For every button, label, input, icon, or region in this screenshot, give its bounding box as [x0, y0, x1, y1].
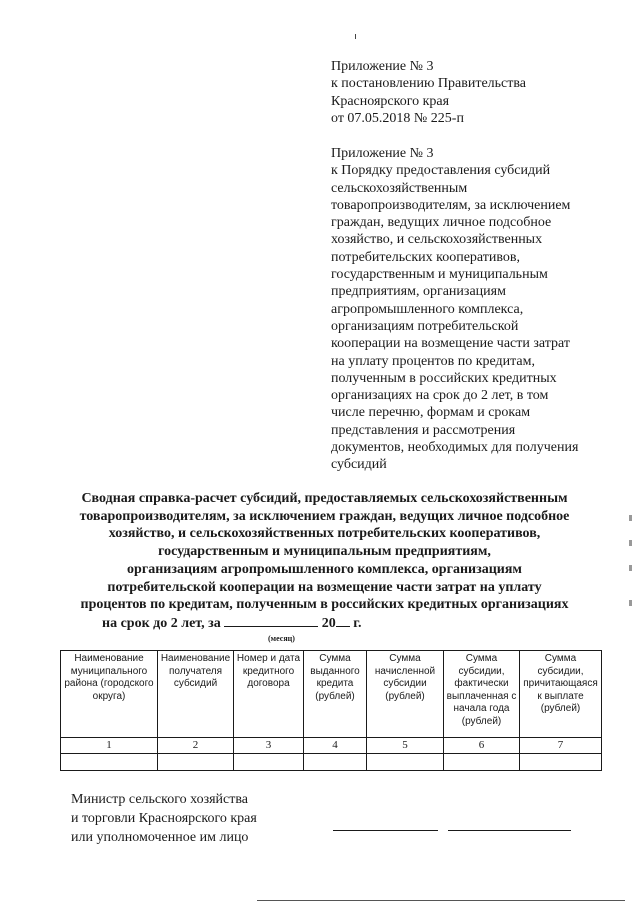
title-line: потребительской кооперации на возмещение части затрат на уплату	[107, 579, 542, 595]
header-contract: Номер и дата кредитного договора	[234, 651, 304, 738]
year-blank-field[interactable]	[336, 614, 350, 627]
column-number: 6	[444, 738, 520, 754]
title-line: хозяйство, и сельскохозяйственных потребительских кооперативов,	[108, 526, 541, 542]
table-cell[interactable]	[234, 753, 304, 770]
table-cell[interactable]	[520, 753, 602, 770]
header-loan-amount: Сумма выданного кредита (рублей)	[304, 651, 367, 738]
table-cell[interactable]	[444, 753, 520, 770]
annex-procedure-line: организациям потребительской	[331, 318, 519, 334]
month-blank-field[interactable]	[224, 614, 318, 627]
annex-procedure-line: на уплату процентов по кредитам,	[331, 353, 536, 369]
signatory-line: или уполномоченное им лицо	[71, 830, 249, 845]
title-line: процентов по кредитам, полученным в российских кредитных организациях	[80, 597, 569, 613]
column-number: 2	[158, 738, 234, 754]
annex-header-line: от 07.05.2018 № 225-п	[331, 110, 464, 126]
column-number: 4	[304, 738, 367, 754]
table-cell[interactable]	[61, 753, 158, 770]
annex-procedure-line: числе перечню, формам и срокам	[331, 405, 531, 421]
annex-procedure-line: представления и рассмотрения	[331, 422, 516, 438]
scan-mark	[629, 540, 632, 546]
annex-procedure-line: организациях на срок до 2 лет, в том	[331, 388, 549, 404]
annex-header-block	[331, 58, 601, 127]
table-number-row	[61, 738, 602, 754]
column-number: 1	[61, 738, 158, 754]
annex-header-line: к постановлению Правительства	[331, 76, 527, 92]
scan-mark	[629, 600, 632, 606]
annex-procedure-line: граждан, ведущих личное подсобное	[331, 215, 552, 231]
annex-procedure-line: предприятиям, организациям	[331, 284, 506, 300]
annex-procedure-line: агропромышленного комплекса,	[331, 301, 524, 317]
signatory-line: и торговли Красноярского края	[71, 811, 257, 826]
month-caption: (месяц)	[268, 634, 295, 643]
column-number: 7	[520, 738, 602, 754]
annex-procedure-line: сельскохозяйственным	[331, 180, 468, 196]
annex-procedure-line: полученным в российских кредитных	[331, 370, 557, 386]
annex-procedure-line: государственным и муниципальным	[331, 267, 548, 283]
header-district: Наименование муниципального района (городского округа)	[61, 651, 158, 738]
subsidy-table	[60, 650, 602, 771]
table-cell[interactable]	[158, 753, 234, 770]
annex-procedure-line: кооперации на возмещение части затрат	[331, 336, 571, 352]
annex-procedure-block	[331, 145, 601, 474]
title-period-prefix: на срок до 2 лет, за	[102, 615, 221, 631]
table-cell[interactable]	[304, 753, 367, 770]
header-accrued-subsidy: Сумма начисленной субсидии (рублей)	[367, 651, 444, 738]
header-due-subsidy: Сумма субсидии, причитающаяся к выплате (рублей)	[520, 651, 602, 738]
scan-mark	[629, 565, 632, 571]
title-line: государственным и муниципальным предприятиям,	[158, 544, 491, 560]
annex-procedure-line: хозяйство, и сельскохозяйственных	[331, 232, 543, 248]
scan-tick-mark	[355, 34, 356, 39]
signatory-block	[71, 790, 257, 847]
annex-procedure-line: к Порядку предоставления субсидий	[331, 163, 551, 179]
annex-procedure-line: документов, необходимых для получения	[331, 440, 579, 456]
scan-mark	[629, 515, 632, 521]
year-suffix: г.	[353, 615, 362, 631]
column-number: 3	[234, 738, 304, 754]
column-number: 5	[367, 738, 444, 754]
annex-header-line: Приложение № 3	[331, 59, 434, 74]
table-row	[61, 753, 602, 770]
title-period-line	[62, 614, 587, 633]
document-title	[62, 490, 587, 633]
annex-header-line: Красноярского края	[331, 93, 450, 109]
annex-procedure-line: Приложение № 3	[331, 146, 434, 161]
header-paid-subsidy: Сумма субсидии, фактически выплаченная с начала года (рублей)	[444, 651, 520, 738]
table-cell[interactable]	[367, 753, 444, 770]
year-prefix: 20	[321, 615, 336, 631]
annex-procedure-line: потребительских кооперативов,	[331, 249, 521, 265]
page-edge-line	[257, 900, 625, 901]
annex-procedure-line: товаропроизводителям, за исключением	[331, 197, 571, 213]
title-line: Сводная справка-расчет субсидий, предоставляемых сельскохозяйственным	[81, 491, 568, 506]
header-recipient: Наименование получателя субсидий	[158, 651, 234, 738]
signature-line[interactable]	[333, 830, 438, 831]
signatory-line: Министр сельского хозяйства	[71, 792, 248, 807]
name-line[interactable]	[448, 830, 571, 831]
title-line: организациям агропромышленного комплекса, организациям	[127, 561, 522, 577]
table-header-row	[61, 651, 602, 738]
annex-procedure-line: субсидий	[331, 457, 387, 473]
title-line: товаропроизводителям, за исключением граждан, ведущих личное подсобное	[79, 508, 570, 524]
